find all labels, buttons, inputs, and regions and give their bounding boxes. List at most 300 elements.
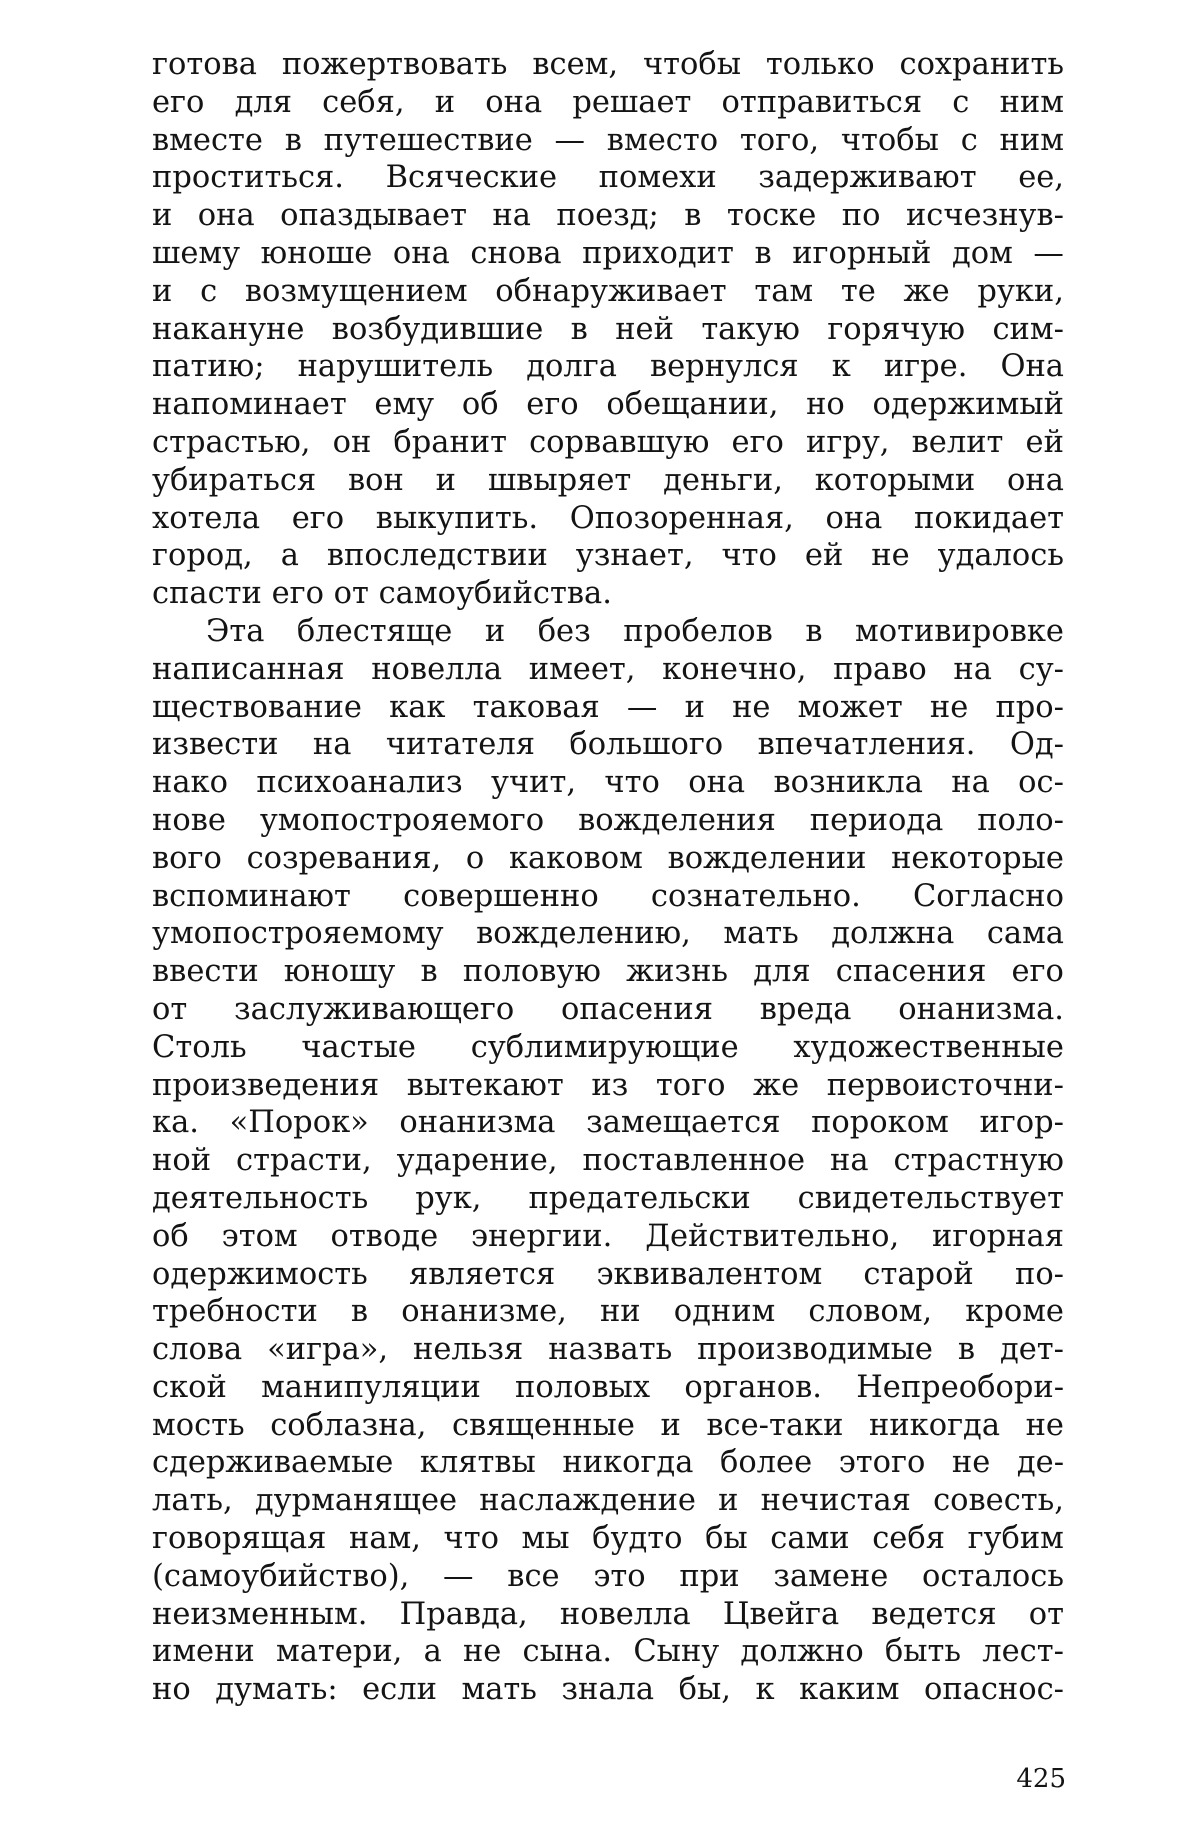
- word: такую: [701, 311, 800, 347]
- word: впоследствии: [326, 538, 548, 574]
- word: —: [554, 122, 586, 158]
- word: ударение,: [396, 1143, 558, 1179]
- word: замене: [773, 1558, 889, 1594]
- word: мать: [723, 916, 799, 952]
- word: на: [312, 727, 352, 763]
- word: его: [1011, 954, 1064, 990]
- word: вожделению,: [476, 916, 691, 952]
- word: имени: [152, 1634, 255, 1670]
- word: юноше: [260, 235, 373, 271]
- word: выкупить.: [375, 500, 539, 536]
- word: назвать: [548, 1332, 673, 1368]
- word: тоске: [726, 198, 817, 234]
- word: не: [1025, 1407, 1064, 1443]
- word: онанизме,: [401, 1294, 567, 1330]
- word: одним: [673, 1294, 776, 1330]
- text-line: [152, 500, 1064, 538]
- word: патию;: [152, 349, 265, 385]
- text-line: [152, 991, 1064, 1029]
- word: игор-: [979, 1105, 1064, 1141]
- word: для: [753, 954, 811, 990]
- word: учит,: [491, 765, 577, 801]
- word: предательски: [528, 1180, 751, 1216]
- text-line: [152, 1142, 1064, 1180]
- word: и: [484, 613, 506, 649]
- word: она: [688, 765, 746, 801]
- word: ведется: [871, 1596, 997, 1632]
- word: для: [234, 84, 292, 120]
- word: сознательно.: [650, 878, 861, 914]
- word: с: [200, 273, 218, 309]
- word: замещается: [586, 1105, 781, 1141]
- word: решает: [572, 84, 692, 120]
- word: задерживают: [758, 160, 977, 196]
- word: напоминает: [152, 387, 347, 423]
- word: священные: [452, 1407, 635, 1443]
- text-line: [152, 46, 1064, 84]
- word: об: [152, 1218, 189, 1254]
- word: поло-: [977, 802, 1064, 838]
- page-number: 425: [1016, 1764, 1066, 1794]
- text-line: [152, 84, 1064, 122]
- text-line: [152, 311, 1064, 349]
- word: себя: [872, 1521, 945, 1557]
- word: частые: [301, 1029, 416, 1065]
- word: в: [754, 235, 772, 271]
- word: узнает,: [575, 538, 694, 574]
- word: игре.: [883, 349, 968, 385]
- word: су-: [1018, 651, 1064, 687]
- word: поставленное: [582, 1143, 806, 1179]
- word: никогда: [868, 1407, 1001, 1443]
- word: и: [434, 84, 456, 120]
- word: одержимый: [872, 387, 1064, 423]
- word: нам,: [349, 1521, 421, 1557]
- word: от: [152, 991, 188, 1027]
- word: деятельность: [152, 1180, 369, 1216]
- word: в: [350, 1294, 369, 1330]
- word: к: [831, 349, 851, 385]
- word: она: [392, 235, 450, 271]
- word: же: [753, 1067, 800, 1103]
- word: его: [731, 424, 784, 460]
- text-line: [152, 462, 1064, 500]
- word: Она: [1000, 349, 1064, 385]
- word: не: [951, 1445, 991, 1481]
- word: умопострояемого: [259, 802, 545, 838]
- text-line: [152, 651, 1064, 689]
- word: заслуживающего: [234, 991, 515, 1027]
- word: она: [197, 198, 255, 234]
- word: нове: [152, 802, 226, 838]
- word: ввести: [152, 954, 259, 990]
- word: пожертвовать: [281, 47, 508, 82]
- word: вместе: [152, 122, 263, 158]
- text-line: [152, 1671, 1064, 1709]
- text-line: [152, 878, 1064, 916]
- word: соблазна,: [270, 1407, 427, 1443]
- word: быть: [884, 1634, 962, 1670]
- word: при: [679, 1558, 740, 1594]
- word: на: [492, 198, 531, 234]
- word: матери,: [275, 1634, 403, 1670]
- word: не: [732, 689, 771, 725]
- word: будто: [592, 1521, 683, 1557]
- text-line: [152, 235, 1064, 273]
- word: блестяще: [296, 613, 453, 649]
- word: юношу: [283, 954, 396, 990]
- word: Действительно,: [645, 1218, 900, 1254]
- word: сама: [986, 916, 1064, 952]
- word: произведения: [152, 1067, 380, 1103]
- word: лест-: [982, 1634, 1064, 1670]
- word: того,: [739, 122, 820, 158]
- word: не: [462, 1634, 502, 1670]
- word: о: [465, 840, 485, 876]
- word: из: [591, 1067, 629, 1103]
- word: мость: [152, 1407, 245, 1443]
- word: все: [507, 1558, 560, 1594]
- word: Сыну: [633, 1634, 720, 1670]
- word: проститься.: [152, 160, 344, 196]
- text-line: [152, 159, 1064, 197]
- text-line: [152, 197, 1064, 235]
- text-line: [152, 1067, 1064, 1105]
- text-line: [152, 1520, 1064, 1558]
- word: в: [284, 122, 302, 158]
- word: возбудившие: [331, 311, 544, 347]
- word: нако: [152, 765, 228, 801]
- word: совесть,: [933, 1483, 1064, 1519]
- word: вернулся: [649, 349, 799, 385]
- word: Столь: [152, 1029, 247, 1065]
- word: этого: [838, 1445, 926, 1481]
- word: путешествие: [323, 122, 533, 158]
- word: ей: [1025, 424, 1064, 460]
- word: каким: [799, 1672, 900, 1708]
- word: и: [718, 1483, 739, 1519]
- paragraph-last-line: спасти его от самоубийства.: [152, 576, 612, 612]
- word: в: [684, 198, 702, 234]
- word: знала: [561, 1672, 655, 1708]
- word: ему: [374, 387, 435, 423]
- word: Од-: [1009, 727, 1064, 763]
- word: если: [362, 1672, 437, 1708]
- word: Цвейга: [722, 1596, 840, 1632]
- word: вместо: [606, 122, 719, 158]
- word: те: [840, 273, 876, 309]
- word: является: [408, 1256, 556, 1292]
- word: извести: [152, 727, 279, 763]
- word: а: [423, 1634, 442, 1670]
- word: ним: [999, 122, 1064, 158]
- word: сублимирующие: [470, 1029, 739, 1065]
- word: опасения: [561, 991, 713, 1027]
- word: Правда,: [399, 1596, 528, 1632]
- word: себя,: [322, 84, 405, 120]
- word: ее,: [1018, 160, 1064, 196]
- text-line: [152, 1104, 1064, 1142]
- word: первоисточни-: [826, 1067, 1064, 1103]
- word: рук,: [415, 1180, 482, 1216]
- word: же: [903, 273, 950, 309]
- word: что: [721, 538, 777, 574]
- word: все-таки: [706, 1407, 844, 1443]
- word: с: [960, 122, 978, 158]
- word: Всяческие: [385, 160, 558, 196]
- word: словом,: [808, 1294, 933, 1330]
- word: «Порок»: [229, 1105, 369, 1141]
- word: удалось: [937, 538, 1064, 574]
- word: художественные: [793, 1029, 1064, 1065]
- word: Согласно: [912, 878, 1064, 914]
- word: вспоминают: [152, 878, 351, 914]
- text-line: [152, 915, 1064, 953]
- word: кроме: [965, 1294, 1064, 1330]
- word: страсти,: [236, 1143, 372, 1179]
- word: более: [719, 1445, 813, 1481]
- text-line: [152, 1596, 1064, 1634]
- word: швыряет: [487, 462, 632, 498]
- text-line: [152, 764, 1064, 802]
- word: думать:: [215, 1672, 338, 1708]
- word: ществование: [152, 689, 362, 725]
- word: (самоубийство),: [152, 1558, 410, 1594]
- word: убираться: [152, 462, 317, 498]
- word: лать,: [152, 1483, 233, 1519]
- word: опаздывает: [280, 198, 467, 234]
- word: может: [797, 689, 903, 725]
- word: должно: [740, 1634, 864, 1670]
- word: губим: [967, 1521, 1064, 1557]
- word: онанизма.: [898, 991, 1064, 1027]
- word: мы: [521, 1521, 570, 1557]
- text-line: [152, 689, 1064, 727]
- text-line: [152, 953, 1064, 991]
- text-line: [152, 1331, 1064, 1369]
- word: неизменным.: [152, 1596, 368, 1632]
- word: имеет,: [528, 651, 636, 687]
- word: всем,: [532, 47, 619, 82]
- text-line: [152, 1029, 1064, 1067]
- word: Опозоренная,: [569, 500, 794, 536]
- word: отправиться: [721, 84, 923, 120]
- word: возникла: [773, 765, 923, 801]
- word: долга: [526, 349, 617, 385]
- word: половую: [462, 954, 601, 990]
- word: что: [604, 765, 660, 801]
- word: ной: [152, 1143, 212, 1179]
- text-line: [152, 424, 1064, 462]
- word: вреда: [759, 991, 852, 1027]
- word: отводе: [330, 1218, 439, 1254]
- word: половых: [515, 1369, 651, 1405]
- word: по: [841, 198, 881, 234]
- word: органов.: [684, 1369, 822, 1405]
- word: возмущением: [244, 273, 468, 309]
- word: совершенно: [403, 878, 599, 914]
- word: игру,: [806, 424, 890, 460]
- word: ка.: [152, 1105, 199, 1141]
- word: созревания,: [246, 840, 442, 876]
- word: вого: [152, 840, 222, 876]
- word: опаснос-: [923, 1672, 1064, 1708]
- word: написанная: [152, 651, 345, 687]
- word: сами: [770, 1521, 850, 1557]
- word: хотела: [152, 500, 261, 536]
- word: психоанализ: [256, 765, 463, 801]
- word: «игра»,: [267, 1332, 389, 1368]
- text-line: [152, 840, 1064, 878]
- word: помехи: [598, 160, 717, 196]
- word: по-: [1014, 1256, 1064, 1292]
- word: Эта: [206, 613, 265, 649]
- word: онанизма: [399, 1105, 556, 1141]
- word: на: [953, 651, 992, 687]
- word: —: [1033, 235, 1064, 271]
- word: того: [655, 1067, 726, 1103]
- text-line: [152, 273, 1064, 311]
- word: накануне: [152, 311, 305, 347]
- word: некоторые: [891, 840, 1064, 876]
- word: говорящая: [152, 1521, 327, 1557]
- word: исчезнув-: [905, 198, 1064, 234]
- word: его: [291, 500, 345, 536]
- word: и: [684, 689, 705, 725]
- text-line: [152, 122, 1064, 160]
- text-line: [152, 1407, 1064, 1445]
- word: поезд;: [556, 198, 659, 234]
- text-line: [152, 802, 1064, 840]
- word: сохранить: [899, 47, 1064, 82]
- word: сдерживаемые: [152, 1445, 394, 1481]
- word: он: [332, 424, 372, 460]
- word: и: [660, 1407, 681, 1443]
- word: пробелов: [623, 613, 773, 649]
- word: дом: [951, 235, 1013, 271]
- text-line: [152, 726, 1064, 764]
- word: жизнь: [626, 954, 729, 990]
- word: вон: [347, 462, 404, 498]
- word: бранит: [393, 424, 507, 460]
- text-line: [152, 1180, 1064, 1218]
- word: ним: [999, 84, 1064, 120]
- word: а: [280, 538, 299, 574]
- word: умопострояемому: [152, 916, 444, 952]
- word: впечатления.: [757, 727, 976, 763]
- word: велит: [911, 424, 1004, 460]
- word: одержимость: [152, 1256, 368, 1292]
- word: нарушитель: [297, 349, 494, 385]
- word: сорвавшую: [529, 424, 710, 460]
- word: бы: [705, 1521, 748, 1557]
- word: его: [152, 84, 205, 120]
- word: вожделении: [667, 840, 867, 876]
- word: должна: [831, 916, 955, 952]
- word: но: [806, 387, 845, 423]
- word: ской: [152, 1369, 227, 1405]
- word: ни: [599, 1294, 641, 1330]
- word: право: [833, 651, 927, 687]
- word: производимые: [697, 1332, 933, 1368]
- word: большого: [569, 727, 724, 763]
- word: спасения: [835, 954, 987, 990]
- word: сына.: [522, 1634, 613, 1670]
- word: приходит: [582, 235, 734, 271]
- word: игорная: [932, 1218, 1064, 1254]
- word: город,: [152, 538, 253, 574]
- word: на: [830, 1143, 869, 1179]
- word: это: [593, 1558, 646, 1594]
- word: чтобы: [840, 122, 939, 158]
- word: слова: [152, 1332, 243, 1368]
- word: никогда: [562, 1445, 694, 1481]
- word: и: [152, 198, 173, 234]
- word: руки,: [977, 273, 1064, 309]
- text-line: [152, 1558, 1064, 1596]
- word: нечистая: [760, 1483, 911, 1519]
- word: страстью,: [152, 424, 311, 460]
- word: свидетельствует: [797, 1180, 1064, 1216]
- text-line: [152, 386, 1064, 424]
- word: наслаждение: [479, 1483, 696, 1519]
- word: в: [957, 1332, 976, 1368]
- word: дет-: [999, 1332, 1064, 1368]
- word: об: [461, 387, 499, 423]
- text-line: [152, 348, 1064, 386]
- text-line: [152, 1256, 1064, 1294]
- word: ней: [615, 311, 674, 347]
- text-line: [152, 1369, 1064, 1407]
- word: она: [1007, 462, 1064, 498]
- word: чтобы: [642, 47, 742, 82]
- word: сим-: [992, 311, 1064, 347]
- word: не: [871, 538, 910, 574]
- word: готова: [152, 47, 257, 82]
- word: на: [951, 765, 990, 801]
- word: не: [929, 689, 969, 725]
- word: де-: [1016, 1445, 1064, 1481]
- text-line: [152, 1482, 1064, 1520]
- word: дурманящее: [254, 1483, 458, 1519]
- word: конечно,: [662, 651, 807, 687]
- word: этом: [221, 1218, 298, 1254]
- word: в: [420, 954, 438, 990]
- word: нельзя: [413, 1332, 524, 1368]
- word: про-: [995, 689, 1064, 725]
- word: —: [443, 1558, 474, 1594]
- word: и: [435, 462, 456, 498]
- text-line: [152, 1293, 1064, 1331]
- word: —: [626, 689, 658, 725]
- word: в: [805, 613, 823, 649]
- word: мотивировке: [855, 613, 1064, 649]
- word: бы,: [678, 1672, 731, 1708]
- word: в: [570, 311, 588, 347]
- word: но: [152, 1672, 191, 1708]
- word: без: [537, 613, 591, 649]
- word: она: [825, 500, 883, 536]
- word: осталось: [922, 1558, 1064, 1594]
- word: читателя: [385, 727, 535, 763]
- word: ей: [804, 538, 844, 574]
- word: страстную: [893, 1143, 1064, 1179]
- word: деньги,: [663, 462, 783, 498]
- word: таковая: [472, 689, 600, 725]
- word: старой: [863, 1256, 974, 1292]
- word: она: [485, 84, 543, 120]
- word: снова: [470, 235, 562, 271]
